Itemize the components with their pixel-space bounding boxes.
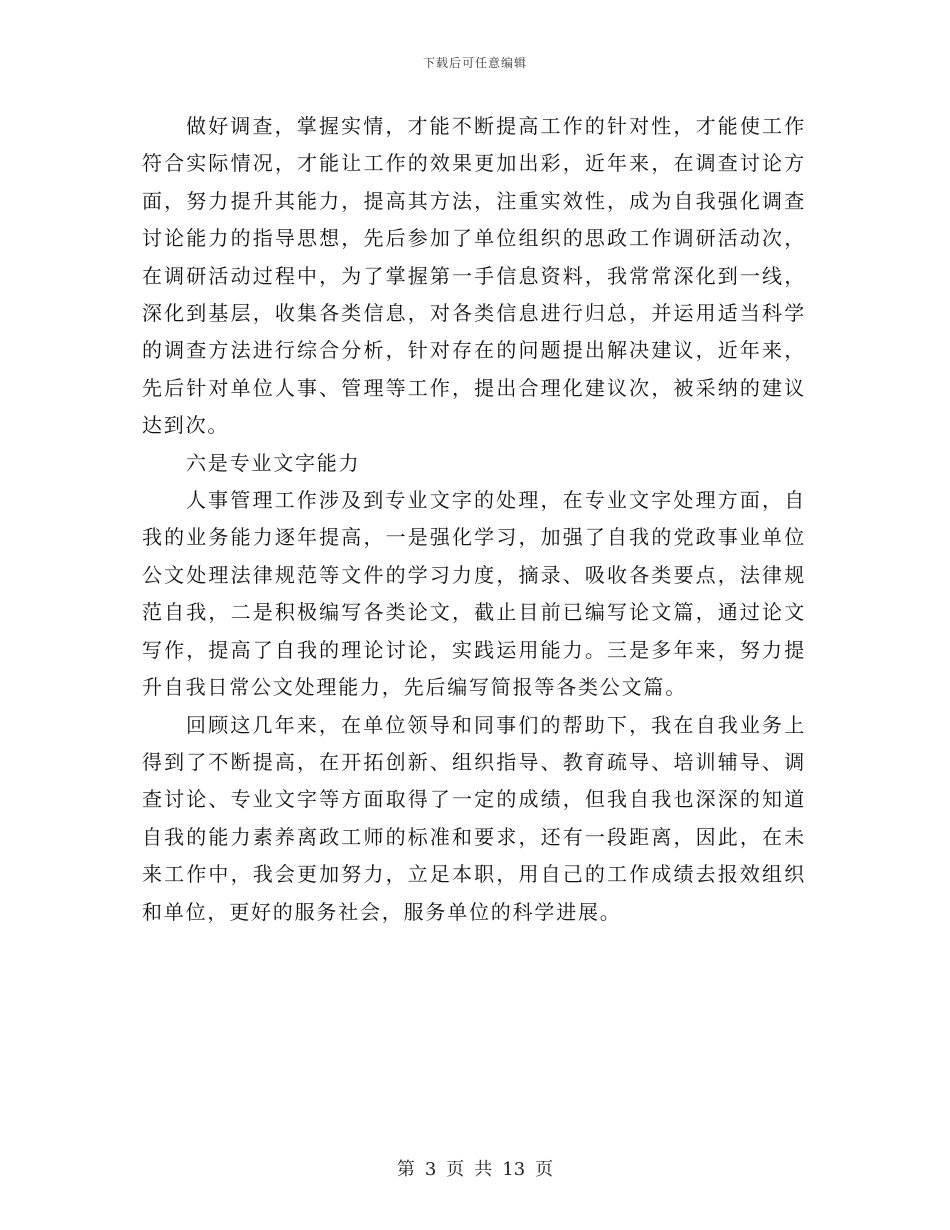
footer-suffix: 页 [535,1159,554,1180]
paragraph-writing: 人事管理工作涉及到专业文字的处理，在专业文字处理方面，自我的业务能力逐年提高，一是强化学习，加强了自我的党政事业单位公文处理法律规范等文件的学习力度，摘录、吸收各类要点，法律规范自我，二是积极编写各类论文，截止目前已编写论文篇，通过论文写作，提高了自我的理论讨论，实践运用能力。三是多年来，努力提升自我日常公文处理能力，先后编写简报等各类公文篇。 [142,488,806,700]
document-body [142,108,806,931]
paragraph-survey: 做好调查，掌握实情，才能不断提高工作的针对性，才能使工作符合实际情况，才能让工作的效果更加出彩，近年来，在调查讨论方面，努力提升其能力，提高其方法，注重实效性，成为自我强化调查讨论能力的指导思想，先后参加了单位组织的思政工作调研活动次，在调研活动过程中，为了掌握第一手信息资料，我常常深化到一线，深化到基层，收集各类信息，对各类信息进行归总，并运用适当科学的调查方法进行综合分析，针对存在的问题提出解决建议，近年来，先后针对单位人事、管理等工作，提出合理化建议次，被采纳的建议达到次。 [142,114,806,438]
footer-page-word: 页 [446,1159,465,1180]
total-pages-number: 13 [502,1159,526,1180]
header-note: 下载后可任意编辑 [422,56,527,70]
page-footer [0,1155,950,1181]
section-heading-writing: 六是专业文字能力 [186,450,361,475]
footer-prefix: 第 [396,1159,415,1180]
paragraph-review: 回顾这几年来，在单位领导和同事们的帮助下，我在自我业务上得到了不断提高，在开拓创新、组织指导、教育疏导、培训辅导、调查讨论、专业文字等方面取得了一定的成绩，但我自我也深深的知道自我的能力素养离政工师的标准和要求，还有一段距离，因此，在未来工作中，我会更加努力，立足本职，用自己的工作成绩去报效组织和单位，更好的服务社会，服务单位的科学进展。 [142,712,806,924]
current-page-number: 3 [424,1159,437,1180]
footer-total-word: 共 [474,1159,493,1180]
